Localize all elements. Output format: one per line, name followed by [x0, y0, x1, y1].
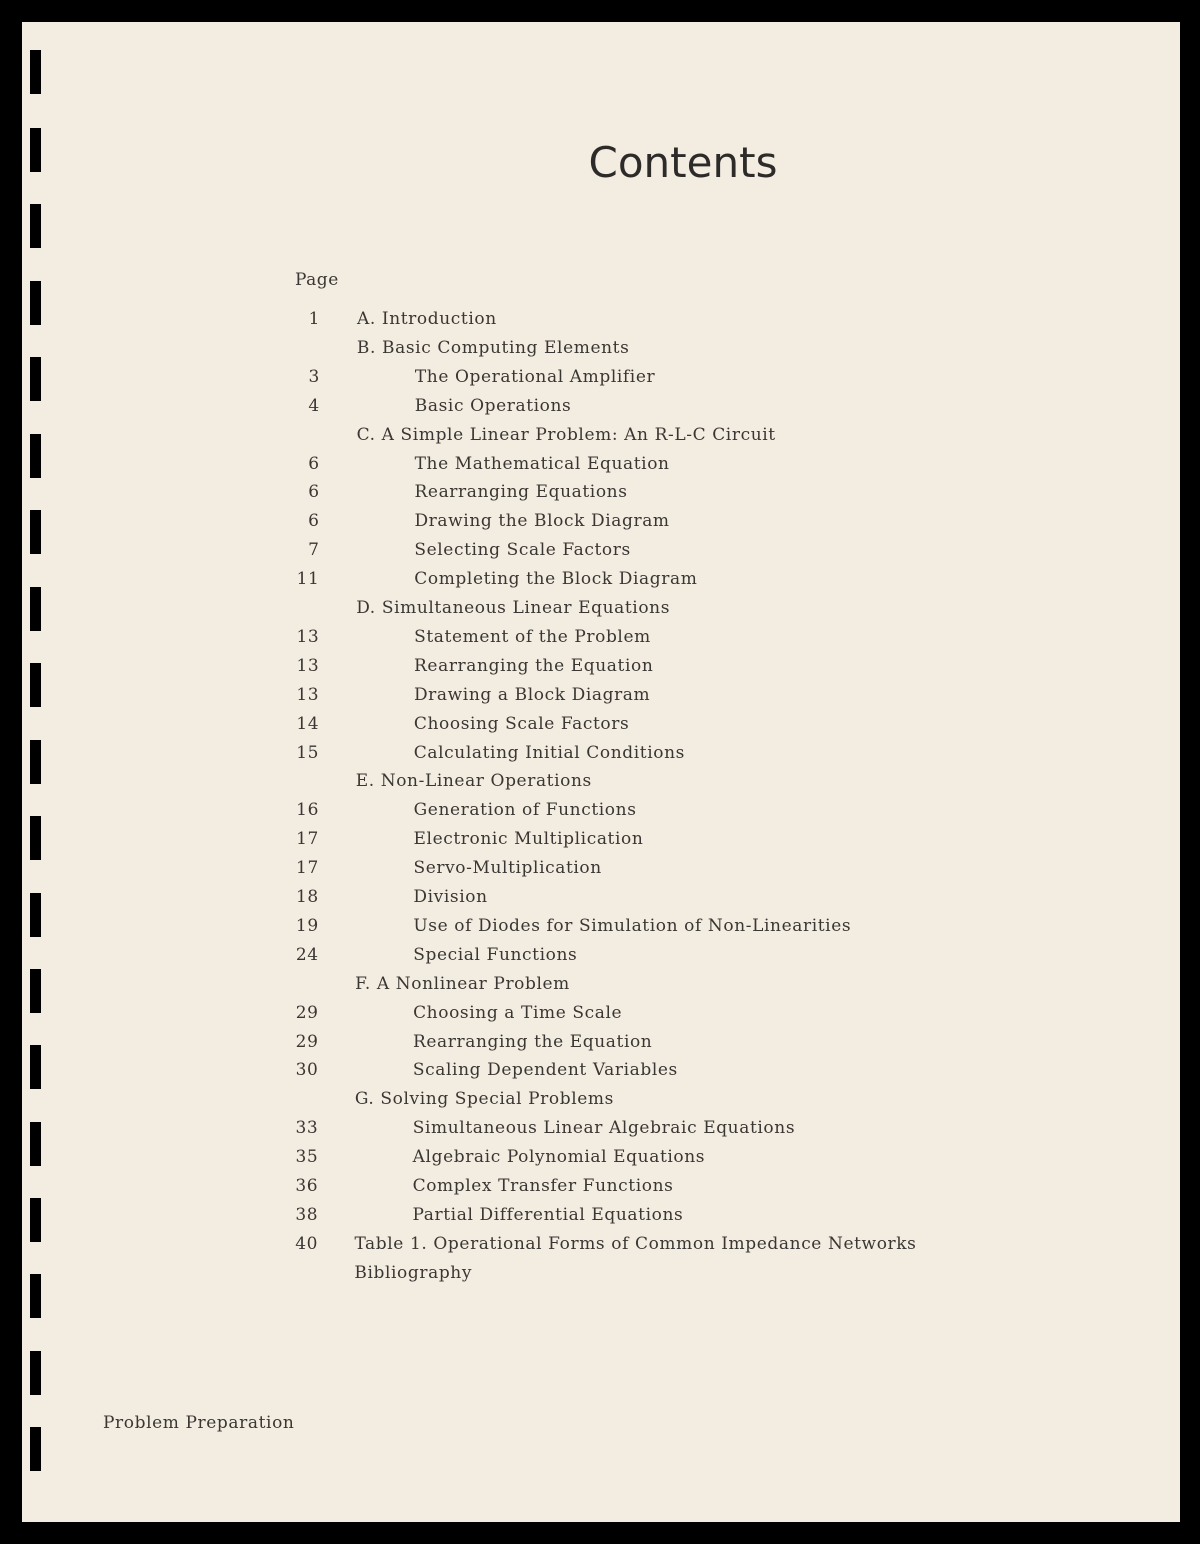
- toc-subsection-title: Drawing a Block Diagram: [413, 684, 651, 705]
- toc-page-number: 33: [295, 1118, 319, 1139]
- toc-subsection-title: Algebraic Polynomial Equations: [412, 1147, 706, 1168]
- toc-entry: [0, 511, 1200, 535]
- toc-page-number: 13: [296, 684, 320, 705]
- toc-entry: [0, 396, 1200, 420]
- toc-entry: [0, 338, 1200, 362]
- toc-entry: [0, 367, 1200, 391]
- toc-page-number: 6: [308, 511, 320, 532]
- toc-section-title: E. Non-Linear Operations: [355, 771, 592, 792]
- toc-page-number: 3: [308, 366, 320, 387]
- toc-page-number: 35: [295, 1147, 319, 1168]
- toc-entry: [0, 627, 1200, 651]
- toc-subsection-title: Electronic Multiplication: [413, 829, 644, 850]
- toc-subsection-title: Choosing Scale Factors: [413, 713, 630, 734]
- toc-page-number: 30: [295, 1060, 319, 1081]
- toc-section-title: F. A Nonlinear Problem: [355, 973, 570, 994]
- toc-page-number: 7: [308, 540, 320, 561]
- toc-page-number: 14: [296, 713, 320, 734]
- toc-entry: [0, 974, 1200, 998]
- toc-subsection-title: Simultaneous Linear Algebraic Equations: [412, 1118, 796, 1139]
- toc-subsection-title: Rearranging Equations: [414, 482, 628, 503]
- toc-subsection-title: Rearranging the Equation: [413, 1031, 653, 1052]
- toc-page-number: 16: [296, 800, 319, 821]
- toc-page-number: 17: [296, 829, 319, 850]
- toc-entry: [0, 569, 1200, 593]
- toc-page-number: 24: [295, 944, 319, 965]
- toc-subsection-title: Use of Diodes for Simulation of Non-Linearities: [413, 915, 852, 936]
- toc-subsection-title: Drawing the Block Diagram: [414, 511, 670, 532]
- toc-entry: [0, 656, 1200, 680]
- toc-entry: [0, 685, 1200, 709]
- toc-page-number: 18: [295, 887, 319, 907]
- toc-entry: [0, 858, 1200, 882]
- toc-page-number: 29: [295, 1002, 319, 1023]
- toc-entry: [0, 425, 1200, 449]
- toc-entry: [0, 1118, 1200, 1142]
- toc-subsection-title: Statement of the Problem: [414, 626, 651, 647]
- toc-entry: [0, 1003, 1200, 1027]
- toc-section-title: G. Solving Special Problems: [354, 1089, 614, 1110]
- toc-entry: [0, 1032, 1200, 1056]
- toc-subsection-title: Selecting Scale Factors: [414, 540, 631, 561]
- toc-subsection-title: Complex Transfer Functions: [412, 1176, 674, 1196]
- page-title: Contents: [588, 138, 778, 187]
- toc-entry: [0, 1263, 1200, 1287]
- toc-section-title: Bibliography: [354, 1262, 473, 1283]
- toc-subsection-title: Generation of Functions: [413, 800, 637, 821]
- toc-subsection-title: Scaling Dependent Variables: [412, 1060, 678, 1081]
- toc-page-number: 38: [295, 1204, 319, 1225]
- toc-page-number: 36: [295, 1176, 319, 1196]
- toc-entry: [0, 743, 1200, 767]
- toc-entry: [0, 1060, 1200, 1084]
- toc-entry: [0, 800, 1200, 824]
- toc-section-title: Table 1. Operational Forms of Common Impedance Networks: [354, 1233, 917, 1254]
- toc-subsection-title: Basic Operations: [414, 395, 572, 416]
- toc-page-number: 13: [296, 626, 320, 647]
- toc-subsection-title: Choosing a Time Scale: [413, 1002, 623, 1023]
- toc-entry: [0, 309, 1200, 333]
- toc-page-number: 19: [295, 915, 319, 936]
- toc-entry: [0, 887, 1200, 911]
- toc-subsection-title: Special Functions: [413, 944, 578, 965]
- toc-subsection-title: The Operational Amplifier: [414, 366, 656, 387]
- toc-page-number: 11: [296, 569, 320, 590]
- toc-page-number: 6: [308, 482, 320, 503]
- toc-subsection-title: Division: [413, 887, 488, 907]
- page-column-heading: Page: [295, 270, 339, 290]
- toc-entry: [0, 829, 1200, 853]
- toc-entry: [0, 482, 1200, 506]
- toc-entry: [0, 771, 1200, 795]
- toc-entry: [0, 540, 1200, 564]
- toc-page-number: 40: [295, 1233, 319, 1254]
- toc-page-number: 4: [308, 395, 320, 416]
- toc-page-number: 6: [308, 453, 320, 474]
- toc-subsection-title: Servo-Multiplication: [413, 858, 602, 879]
- toc-section-title: A. Introduction: [357, 309, 497, 329]
- toc-subsection-title: Calculating Initial Conditions: [413, 742, 685, 763]
- toc-entry: [0, 1176, 1200, 1200]
- toc-entry: [0, 1089, 1200, 1113]
- toc-entry: [0, 454, 1200, 478]
- toc-entry: [0, 714, 1200, 738]
- toc-subsection-title: The Mathematical Equation: [414, 453, 670, 474]
- toc-page-number: 13: [296, 655, 320, 676]
- toc-subsection-title: Rearranging the Equation: [414, 655, 654, 676]
- toc-entry: [0, 1234, 1200, 1258]
- toc-entry: [0, 1205, 1200, 1229]
- toc-entry: [0, 916, 1200, 940]
- toc-page-number: 29: [295, 1031, 319, 1052]
- toc-section-title: C. A Simple Linear Problem: An R-L-C Circuit: [356, 424, 776, 445]
- footer-text: Problem Preparation: [103, 1413, 295, 1433]
- toc-section-title: B. Basic Computing Elements: [356, 337, 630, 358]
- toc-page-number: 1: [308, 309, 320, 329]
- toc-section-title: D. Simultaneous Linear Equations: [356, 598, 671, 618]
- toc-subsection-title: Completing the Block Diagram: [414, 569, 698, 590]
- toc-entry: [0, 598, 1200, 622]
- toc-page-number: 17: [296, 858, 319, 879]
- toc-entry: [0, 1147, 1200, 1171]
- toc-page-number: 15: [296, 742, 320, 763]
- toc-subsection-title: Partial Differential Equations: [412, 1204, 684, 1225]
- toc-entry: [0, 945, 1200, 969]
